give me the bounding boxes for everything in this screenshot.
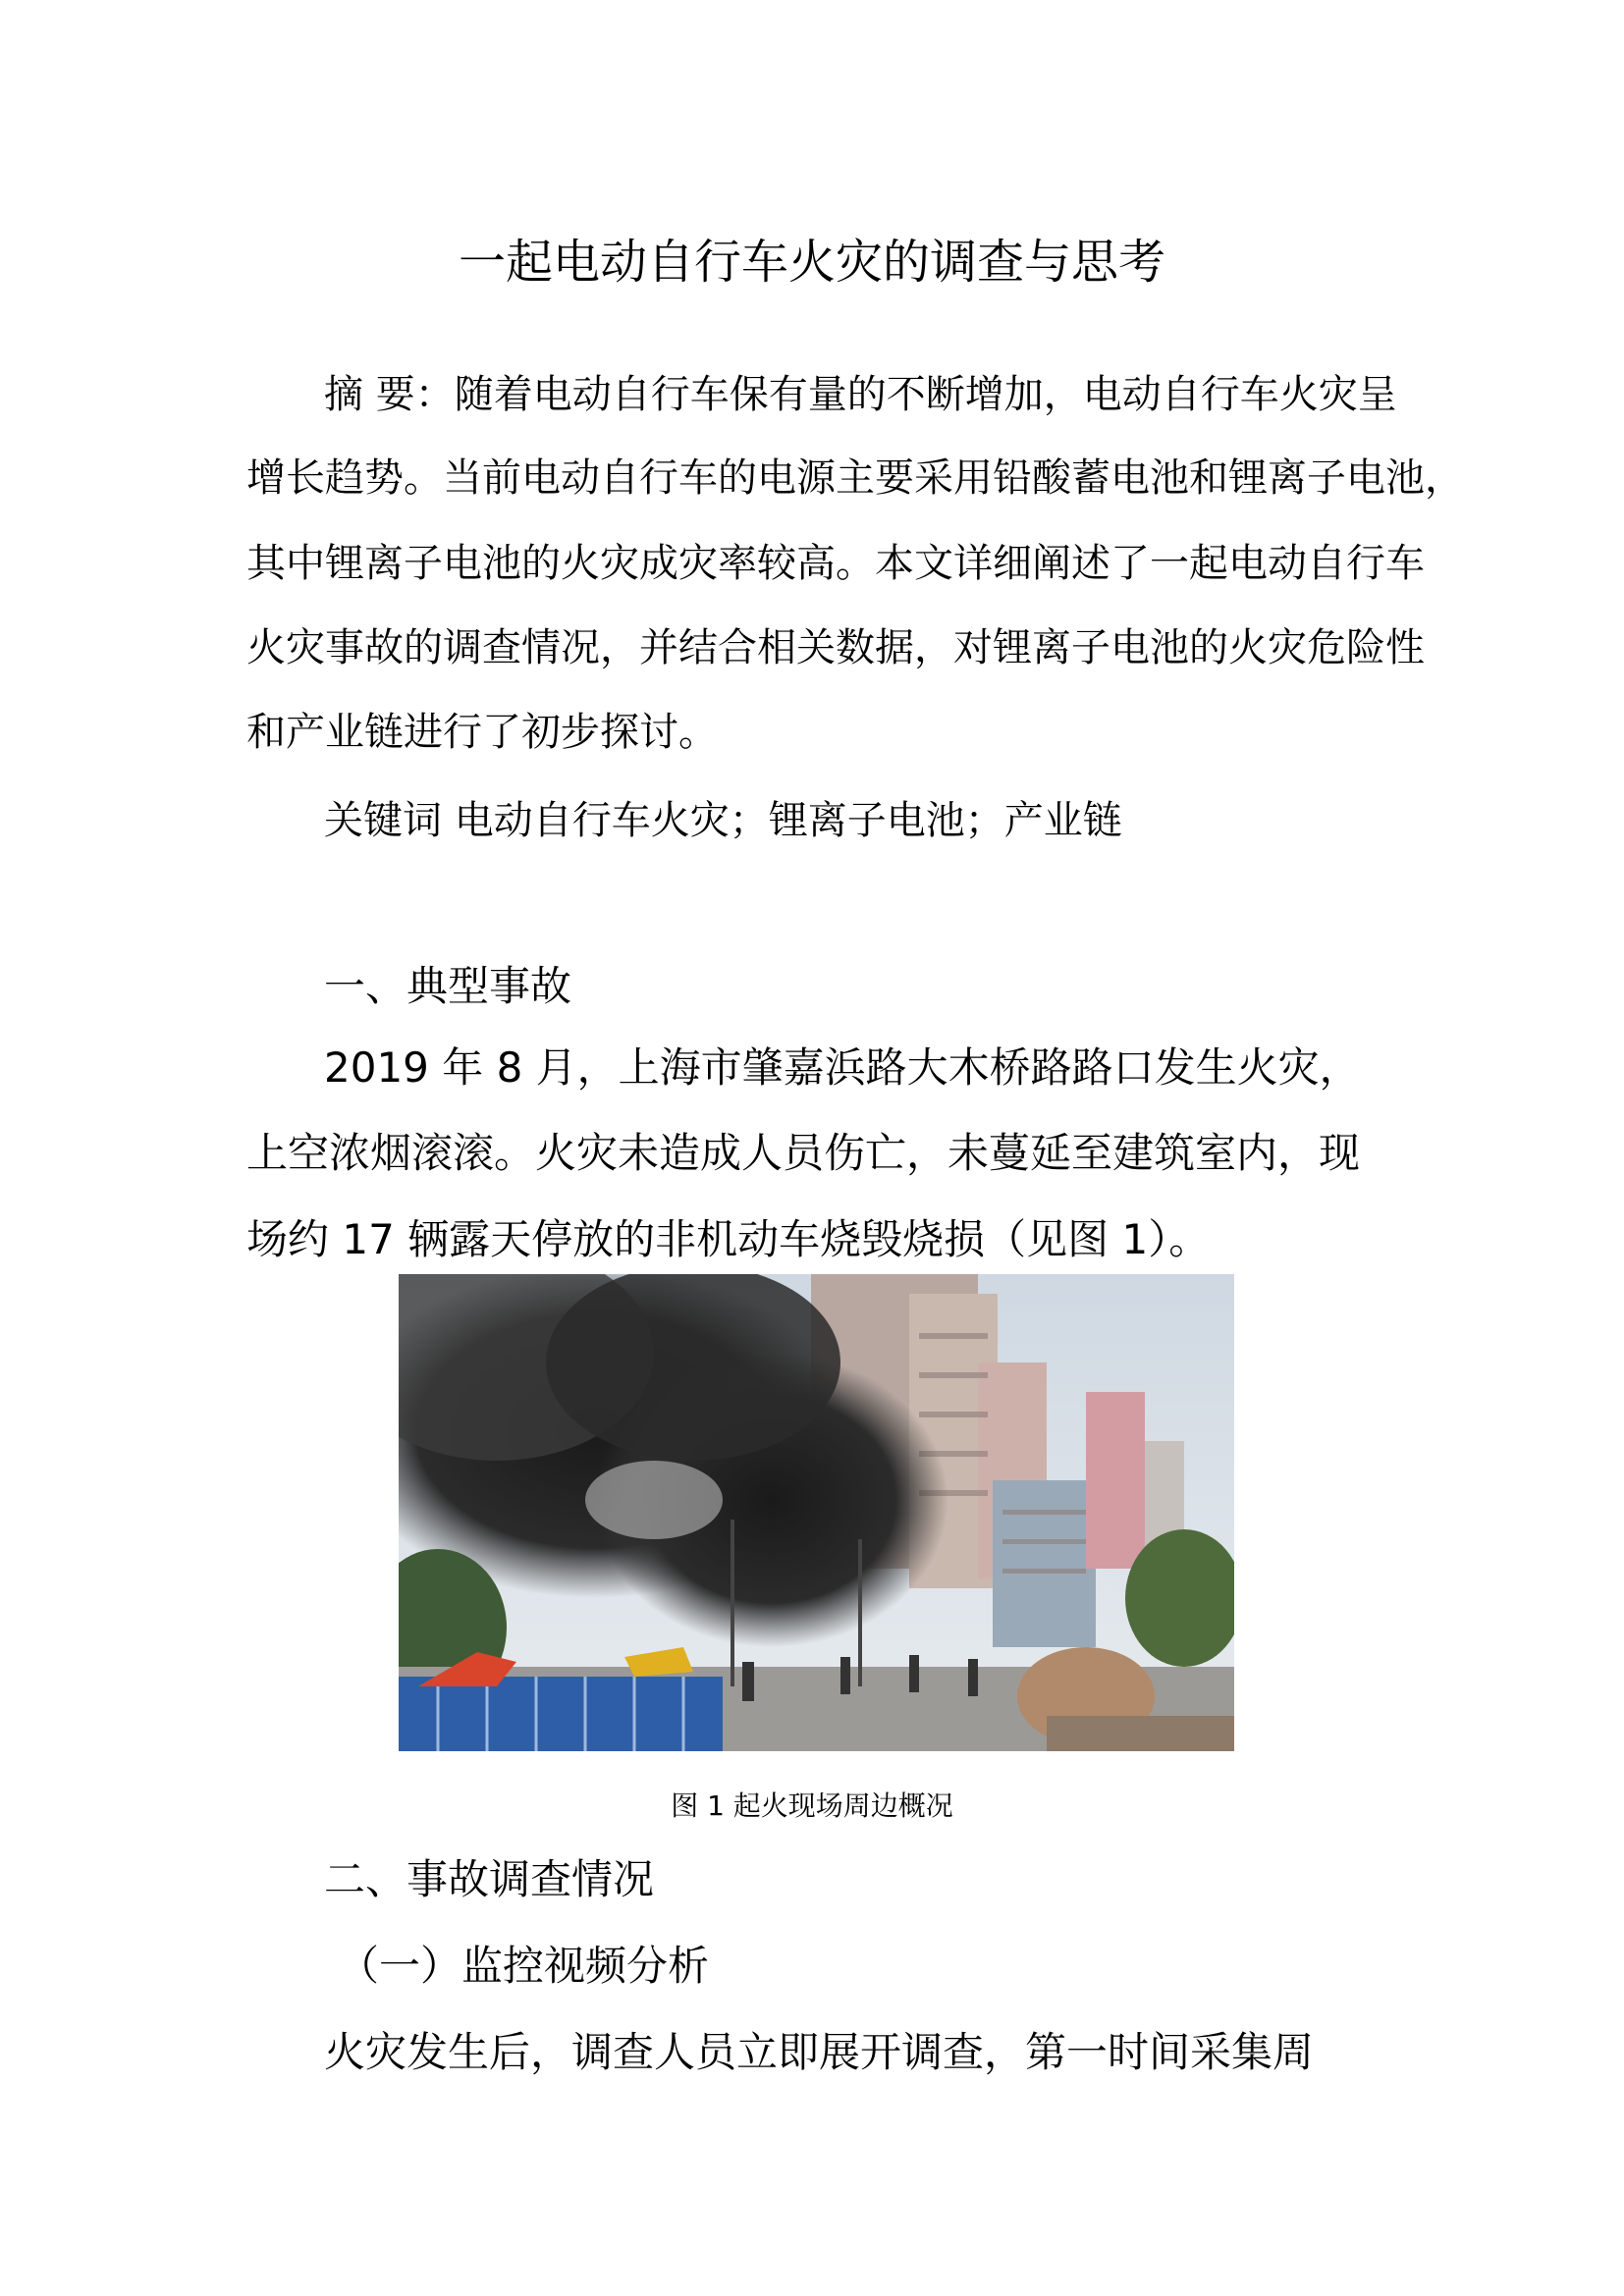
section1-line: 场约 17 辆露天停放的非机动车烧毁烧损（见图 1）。 — [246, 1215, 1211, 1263]
abstract-line: 和产业链进行了初步探讨。 — [246, 710, 718, 755]
abstract-line: 火灾事故的调查情况，并结合相关数据，对锂离子电池的火灾危险性 — [246, 625, 1425, 670]
section1-line: 上空浓烟滚滚。火灾未造成人员伤亡，未蔓延至建筑室内，现 — [246, 1129, 1361, 1177]
subsection-line: 火灾发生后，调查人员立即展开调查，第一时间采集周 — [324, 2028, 1315, 2076]
abstract-line: 增长趋势。当前电动自行车的电源主要采用铅酸蓄电池和锂离子电池， — [246, 455, 1464, 501]
keywords-line: 关键词 电动自行车火灾；锂离子电池；产业链 — [324, 798, 1122, 843]
document-title: 一起电动自行车火灾的调查与思考 — [458, 235, 1165, 290]
fire-scene-photo — [399, 1274, 1234, 1751]
section-heading-2: 二、事故调查情况 — [324, 1855, 655, 1903]
subsection-heading: （一）监控视频分析 — [338, 1942, 710, 1990]
abstract-line: 摘 要：随着电动自行车保有量的不断增加，电动自行车火灾呈 — [324, 372, 1397, 417]
section1-line: 2019 年 8 月，上海市肇嘉浜路大木桥路路口发生火灾， — [324, 1043, 1361, 1092]
section-heading-1: 一、典型事故 — [324, 962, 572, 1010]
figure-caption: 图 1 起火现场周边概况 — [671, 1789, 953, 1822]
abstract-line: 其中锂离子电池的火灾成灾率较高。本文详细阐述了一起电动自行车 — [246, 541, 1425, 586]
